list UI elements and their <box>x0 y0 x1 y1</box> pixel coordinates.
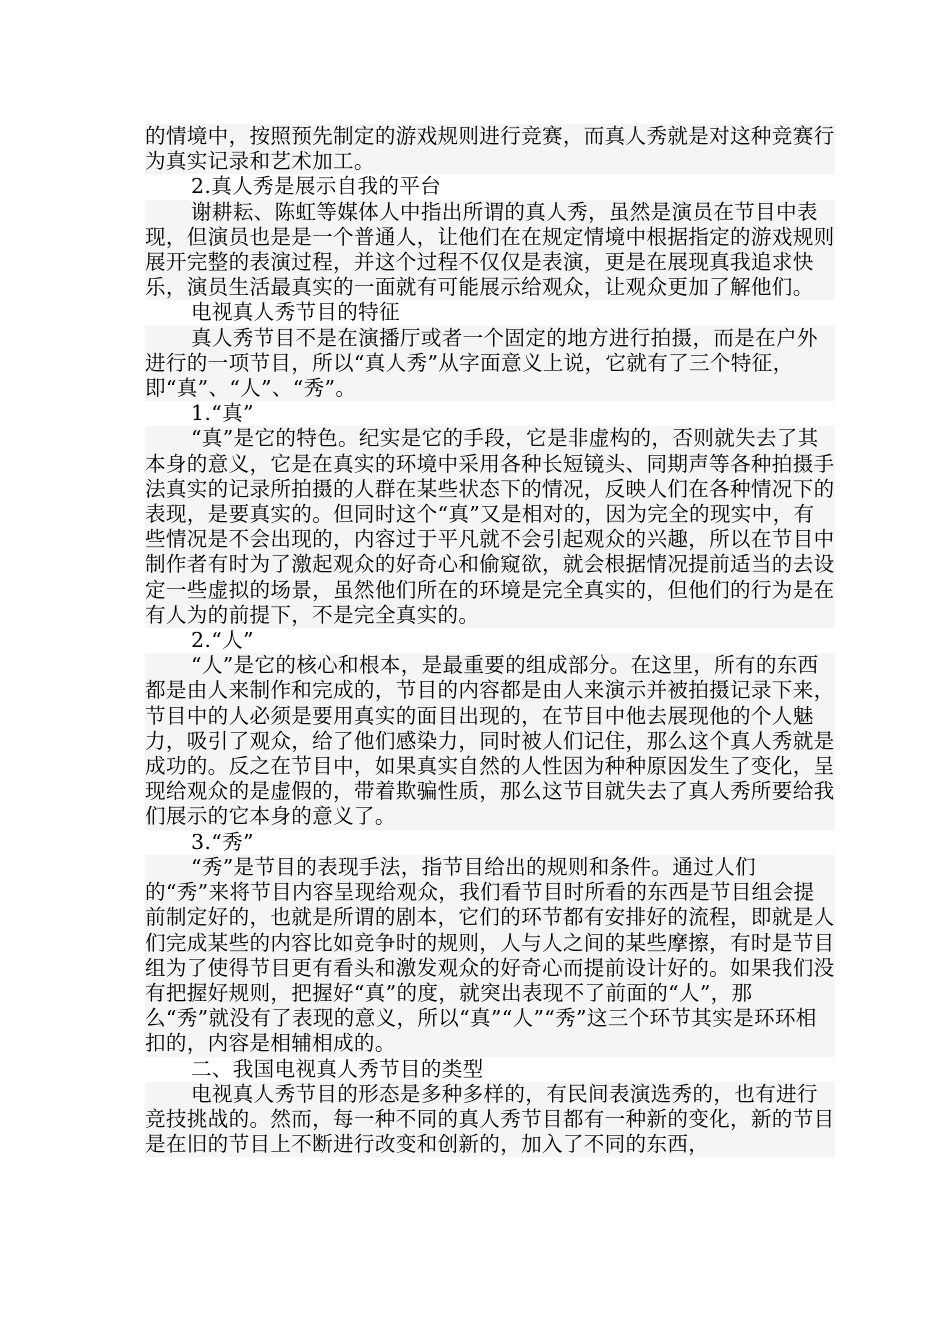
document-page <box>145 124 835 1157</box>
body-paragraph: 谢耕耘、陈虹等媒体人中指出所谓的真人秀，虽然是演员在节目中表现，但演员也是是一个普通人，让他们在在规定情境中根据指定的游戏规则展开完整的表演过程，并这个过程不仅仅是表演，更是在展现真我追求快乐，演员生活最真实的一面就有可能展示给观众，让观众更加了解他们。 <box>145 199 835 300</box>
section-heading: 二、我国电视真人秀节目的类型 <box>191 1056 484 1081</box>
body-paragraph: 电视真人秀节目的形态是多种多样的，有民间表演选秀的，也有进行竞技挑战的。然而，每一种不同的真人秀节目都有一种新的变化，新的节目是在旧的节目上不断进行改变和创新的，加入了不同的东西， <box>145 1081 835 1157</box>
section-heading: 3.“秀” <box>191 829 254 854</box>
lead-paragraph: 的情境中，按照预先制定的游戏规则进行竞赛，而真人秀就是对这种竞赛行为真实记录和艺术加工。 <box>145 124 835 174</box>
body-paragraph: “秀”是节目的表现手法，指节目给出的规则和条件。通过人们的“秀”来将节目内容呈现给观众，我们看节目时所看的东西是节目组会提前制定好的，也就是所谓的剧本，它们的环节都有安排好的流程，即就是人们完成某些的内容比如竞争时的规则，人与人之间的某些摩擦，有时是节目组为了使得节目更有看头和激发观众的好奇心而提前设计好的。如果我们没有把握好规则，把握好“真”的度，就突出表现不了前面的“人”，那么“秀”就没有了表现的意义，所以“真”“人”“秀”这三个环节其实是环环相扣的，内容是相辅相成的。 <box>145 854 835 1056</box>
section-heading: 1.“真” <box>191 401 254 426</box>
body-paragraph: 真人秀节目不是在演播厅或者一个固定的地方进行拍摄，而是在户外进行的一项节目，所以“真人秀”从字面意义上说，它就有了三个特征，即“真”、“人”、“秀”。 <box>145 326 835 402</box>
section-heading: 2.真人秀是展示自我的平台 <box>191 174 442 199</box>
section-heading: 2.“人” <box>191 628 254 653</box>
body-paragraph: “人”是它的核心和根本，是最重要的组成部分。在这里，所有的东西都是由人来制作和完成的，节目的内容都是由人来演示并被拍摄记录下来，节目中的人必须是要用真实的面目出现的，在节目中他去展现他的个人魅力，吸引了观众，给了他们感染力，同时被人们记住，那么这个真人秀就是成功的。反之在节目中，如果真实自然的人性因为种种原因发生了变化，呈现给观众的是虚假的，带着欺骗性质，那么这节目就失去了真人秀所要给我们展示的它本身的意义了。 <box>145 653 835 829</box>
body-paragraph: “真”是它的特色。纪实是它的手段，它是非虚构的，否则就失去了其本身的意义，它是在真实的环境中采用各种长短镜头、同期声等各种拍摄手法真实的记录所拍摄的人群在某些状态下的情况，反映人们在各种情况下的表现，是要真实的。但同时这个“真”又是相对的，因为完全的现实中，有些情况是不会出现的，内容过于平凡就不会引起观众的兴趣，所以在节目中制作者有时为了激起观众的好奇心和偷窥欲，就会根据情况提前适当的去设定一些虚拟的场景，虽然他们所在的环境是完全真实的，但他们的行为是在有人为的前提下，不是完全真实的。 <box>145 426 835 627</box>
section-heading: 电视真人秀节目的特征 <box>191 300 400 325</box>
